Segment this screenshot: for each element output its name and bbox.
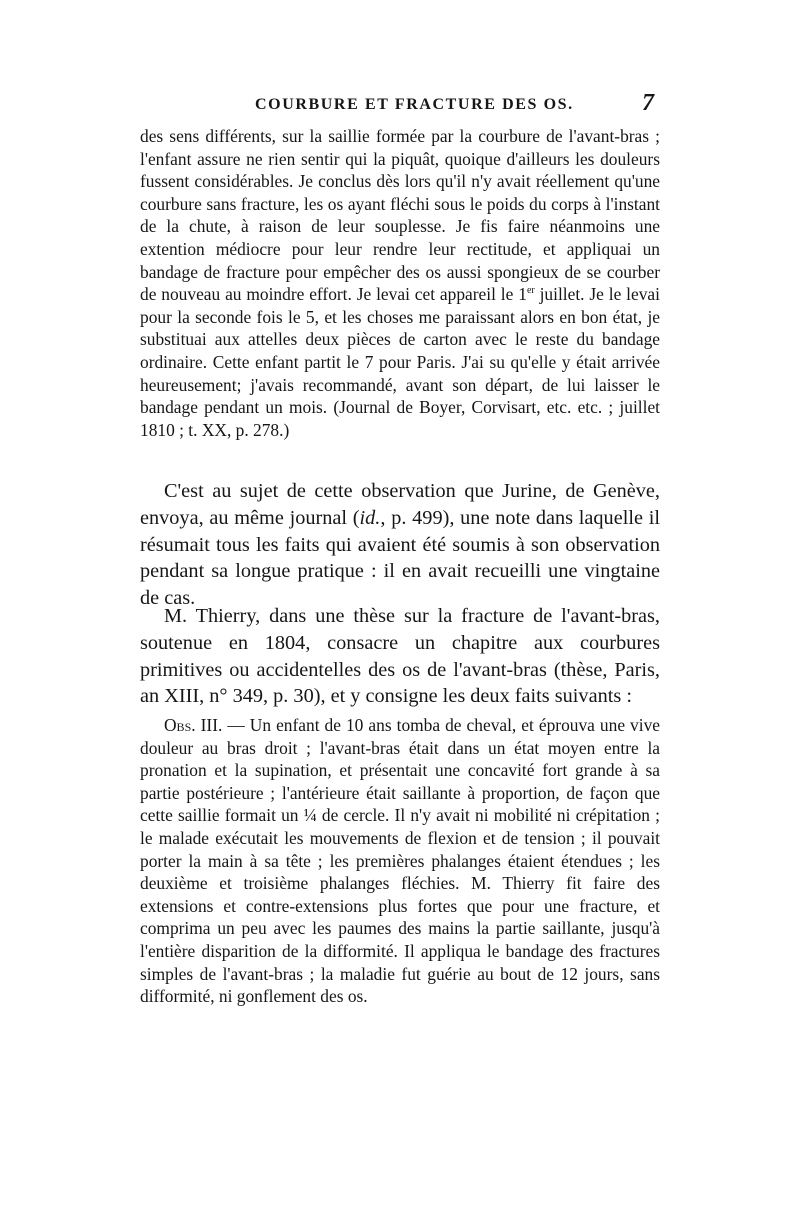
- paragraph-text: M. Thierry, dans une thèse sur la fracture de l'avant-bras, soutenue en 1804, consacre un chapitre aux courbures primitives ou accidentelles des os de l'avant-bras (thèse, Paris, an XIII, n° 349, p. 30), et y consigne les deux faits suivants :: [140, 605, 660, 708]
- paragraph-jurine: [140, 478, 660, 612]
- page-header: [140, 90, 660, 124]
- observation-label: Obs. III.: [164, 715, 223, 735]
- paragraph-text: [140, 478, 660, 612]
- text-segment: — Un enfant de 10 ans tomba de cheval, et éprouva une vive douleur au bras droit ; l'avant-bras était dans un état moyen entre la pronation et la supination, et présentait une concavité fort grande à sa partie postérieure ; l'antérieure était saillante à proportion, de façon que cette saillie formait un: [140, 715, 661, 826]
- fraction: ¼: [303, 805, 317, 826]
- paragraph-text: [140, 714, 660, 1008]
- italic-text: id.: [359, 506, 381, 529]
- text-segment: , p. 499), une note dans laquelle il résumait tous les faits qui avaient été soumis à son observation pendant sa longue pratique : il en avait recueilli une vingtaine de cas.: [140, 506, 660, 610]
- paragraph-thierry: [140, 603, 660, 710]
- running-title: COURBURE ET FRACTURE DES OS.: [255, 96, 574, 113]
- text-segment: juillet. Je le levai pour la seconde fois le 5, et les choses me paraissant alors en bon état, je substituai aux attelles deux pièces de carton avec le reste du bandage ordinaire. Cette enfant partit le 7 pour Paris. J'ai su qu'elle y était arrivée heureusement; j'avais recommandé, avant son départ, de lui laisser le bandage pendant un mois. (Journal de Boyer, Corvisart, etc. etc. ; juillet 1810 ; t. XX, p. 278.): [140, 284, 660, 440]
- superscript: er: [526, 285, 535, 297]
- text-segment: des sens différents, sur la saillie formée par la courbure de l'avant-bras ; l'enfant assure ne rien sentir qui la piquât, quoique d'ailleurs les douleurs fussent considérables. Je conclus dès lors qu'il n'y avait réellement qu'une courbure sans fracture, les os ayant fléchi sous le poids du corps à l'instant de la chute, à raison de leur souplesse. Je fis faire néanmoins une extention médiocre pour leur rendre leur rectitude, et appliquai un bandage de fracture pour empêcher des os aussi spongieux de se courber de nouveau au moindre effort. Je levai cet appareil le 1: [140, 126, 660, 305]
- page-number: 7: [642, 90, 654, 116]
- observation-three: [140, 714, 660, 1008]
- paragraph-continuation: [140, 125, 660, 441]
- paragraph-text: [140, 125, 660, 441]
- text-segment: de cercle. Il n'y avait ni mobilité ni crépitation ; le malade exécutait les mouvements de flexion et de tension ; il pouvait porter la main à sa tête ; les premières phalanges étaient étendues ; les deuxième et troisième phalanges fléchies. M. Thierry fit faire des extensions et contre-extensions plus fortes que pour une fracture, et comprima un peu avec les paumes des mains la partie saillante, jusqu'à l'entière disparition de la difformité. Il appliqua le bandage des fractures simples de l'avant-bras ; la maladie fut guérie au bout de 12 jours, sans difformité, ni gonflement des os.: [140, 805, 661, 1007]
- text-segment: C'est au sujet de cette observation que Jurine, de Genève, envoya, au même journal (: [140, 480, 660, 529]
